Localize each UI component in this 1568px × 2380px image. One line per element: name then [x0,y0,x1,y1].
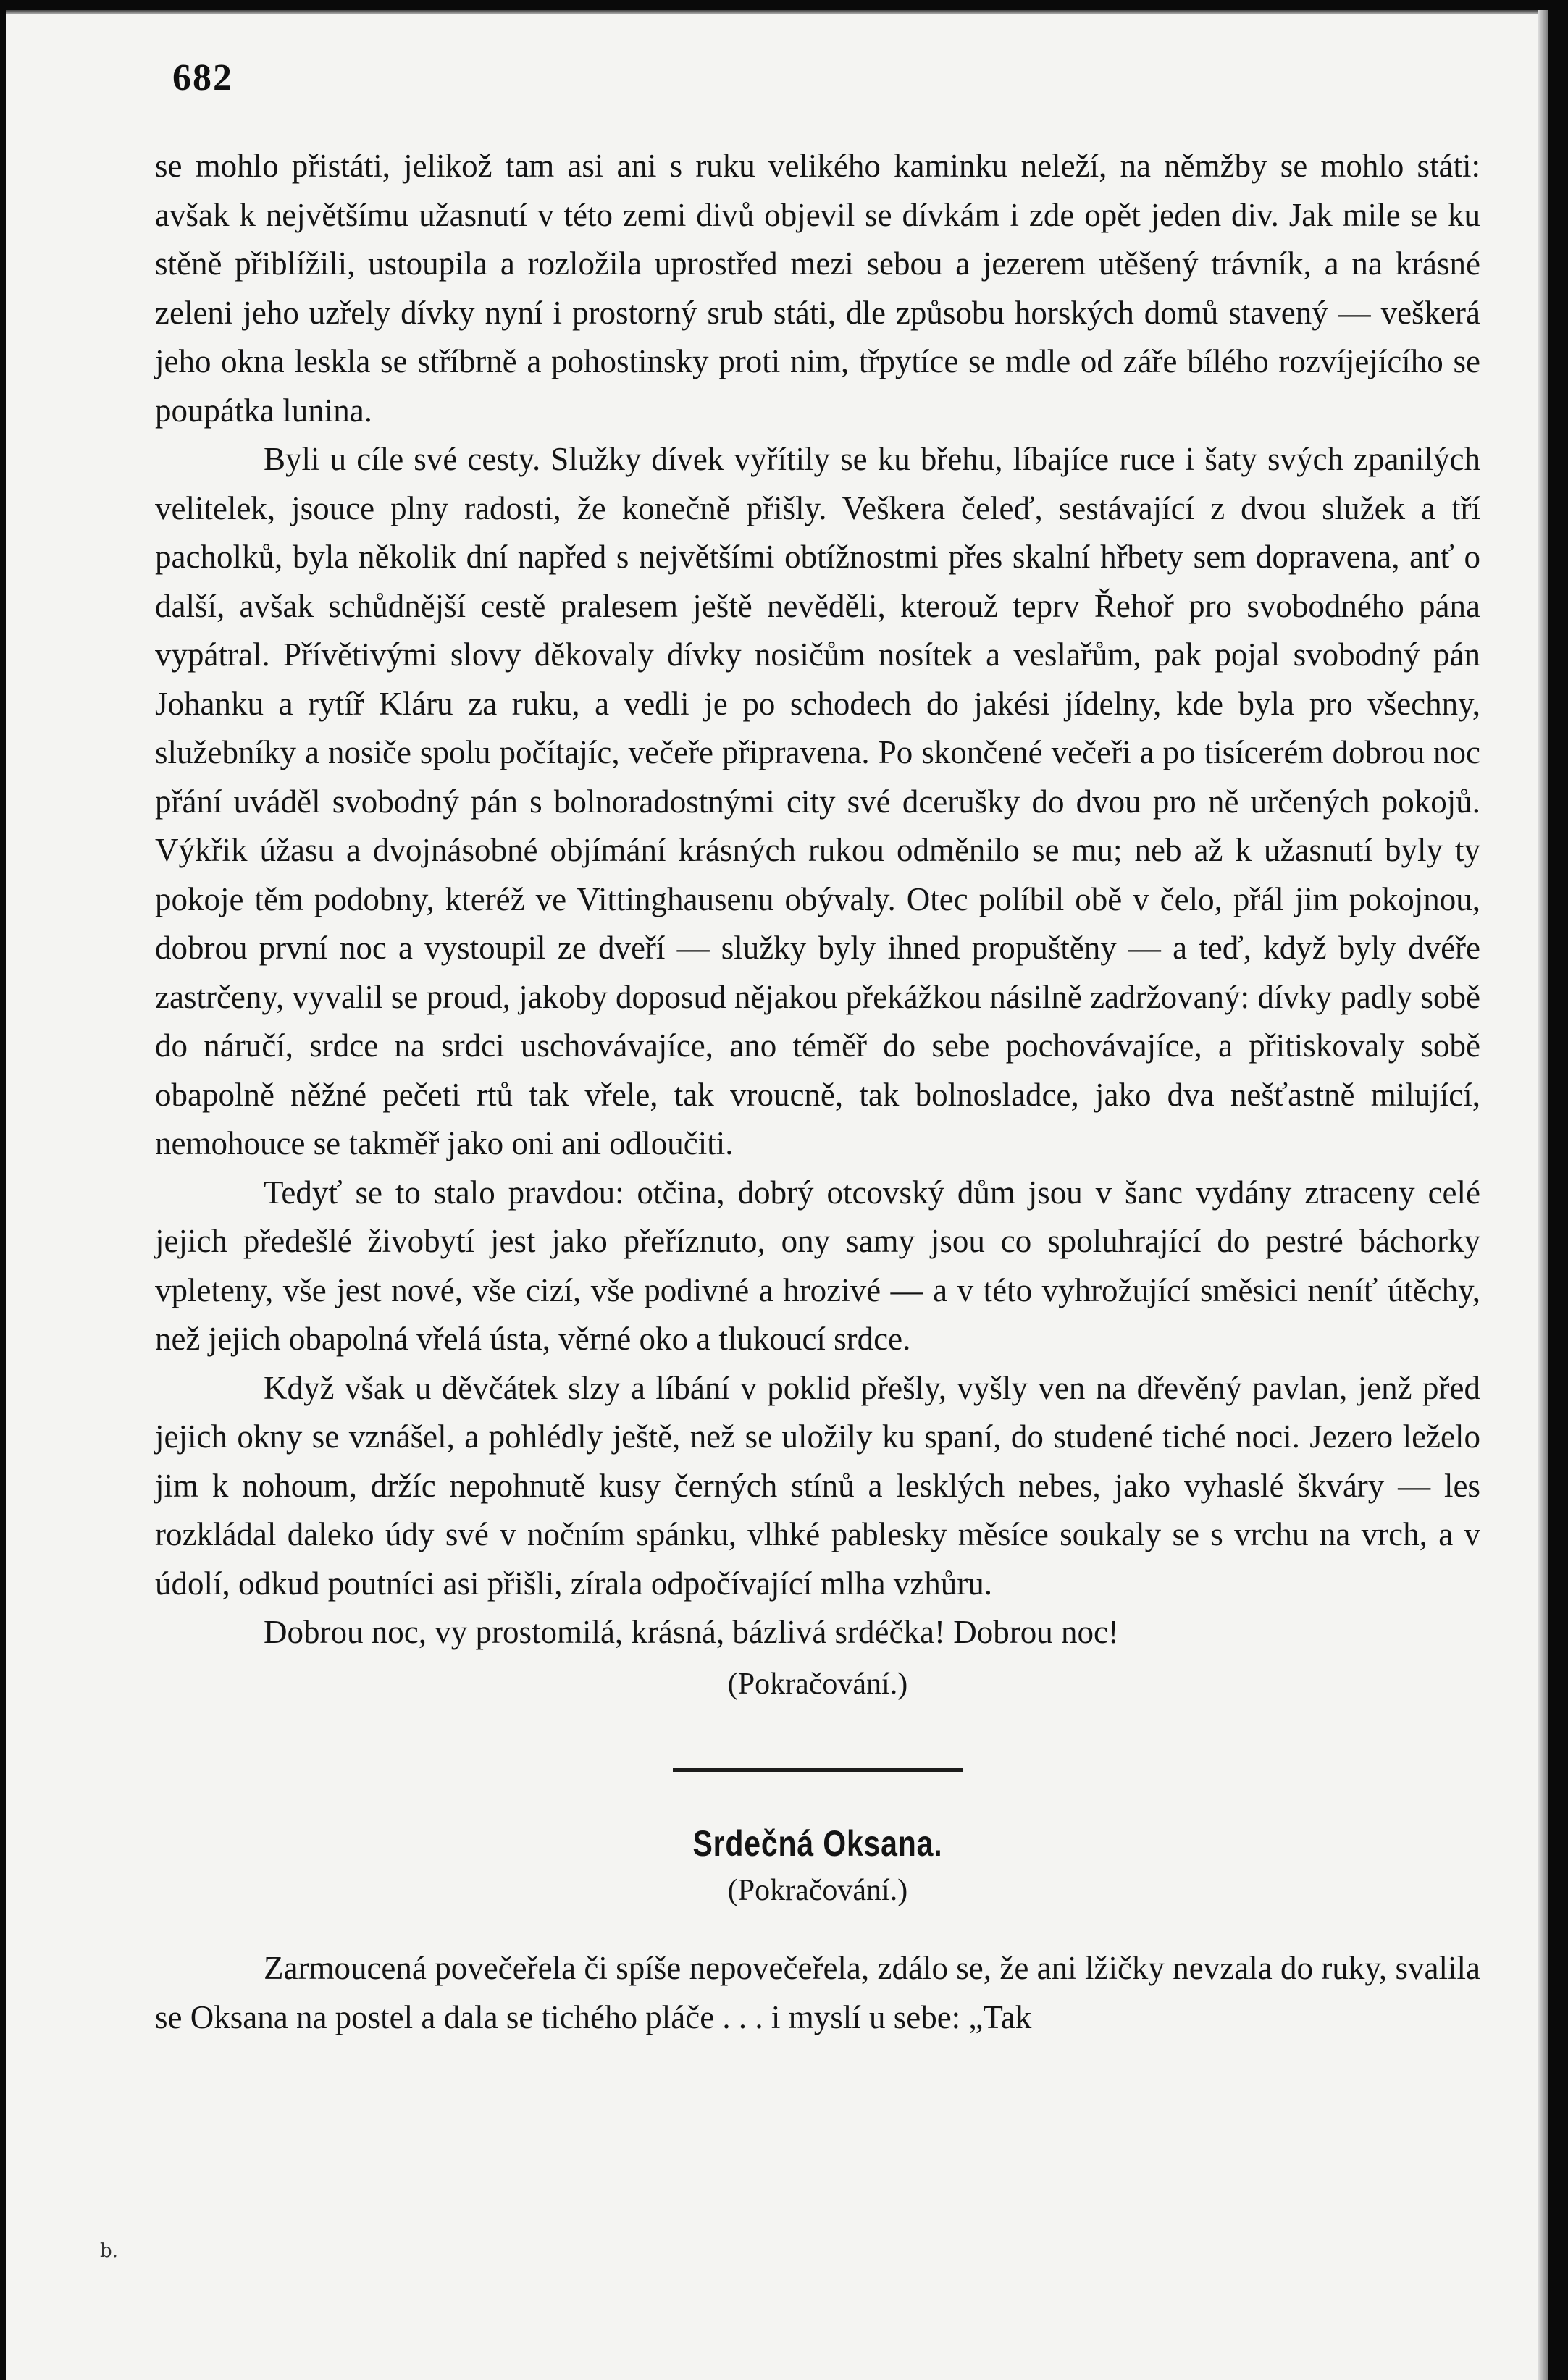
article-paragraph-4: Když však u děvčátek slzy a líbání v poklid přešly, vyšly ven na dřevěný pavlan, jenž před jejich okny se vznášel, a pohlédly ještě, než se uložily ku spaní, do studené tiché noci. Jezero leželo jim k nohoum, držíc nepohnutě kusy černých stínů a lesklých nebes, jako vyhaslé škváry — les rozkládal daleko údy své v nočním spánku, vlhké pablesky měsíce soukaly se s vrchu na vrch, a v údolí, odkud poutníci asi přišli, zírala odpočívající mlha vzhůru. [155,1369,1480,1602]
scan-top-edge [6,10,1548,14]
scanned-page [6,10,1548,2380]
next-article-title: Srdečná Oksana. [692,1823,943,1864]
article-paragraph-1: se mohlo přistáti, jelikož tam asi ani s ruku velikého kaminku neleží, na němžby se mohlo státi: avšak k největšímu užasnutí v této zemi divů objevil se dívkám i zde opět jeden div. Jak mile se ku stěně přiblížili, ustoupila a rozložila uprostřed mezi sebou a jezerem utěšený trávník, a na krásné zeleni jeho uzřely dívky nyní i prostorný srub státi, dle způsobu horských domů stavený — veškerá jeho okna leskla se stříbrně a pohostinsky proti nim, třpytíce se mdle od záře bílého rozvíjejícího se poupátka lunina. [155,148,1480,429]
margin-mark: b. [100,2240,118,2262]
article-paragraph-5: Dobrou noc, vy prostomilá, krásná, bázlivá srdéčka! Dobrou noc! [264,1614,1119,1650]
page-number: 682 [172,57,233,98]
article-paragraph-3: Tedyť se to stalo pravdou: otčina, dobrý otcovský dům jsou v šanc vydány ztraceny celé jejich předešlé živobytí jest jako přeříznuto, ony samy jsou co spoluhrající do pestré báchorky vpleteny, vše jest nové, vše cizí, vše podivné a hrozivé — a v této vyhrožující směsici neníť útěchy, než jejich obapolná vřelá ústa, věrné oko a tlukoucí srdce. [155,1174,1480,1357]
next-article-paragraph: Zarmoucená povečeřela či spíše nepovečeřela, zdálo se, že ani lžičky nevzala do ruky, svalila se Oksana na postel a dala se tichého pláče . . . i myslí u sebe: „Tak [155,1950,1480,2035]
scan-right-edge [1538,10,1548,2380]
continued-note: (Pokračování.) [727,1667,908,1701]
text-column [155,142,1480,2042]
article-paragraph-2: Byli u cíle své cesty. Služky dívek vyřítily se ku břehu, líbajíce ruce i šaty svých zpanilých velitelek, jsouce plny radosti, že konečně přišly. Veškera čeleď, sestávající z dvou služek a tří pacholků, byla několik dní napřed s největšími obtížnostmi přes skalní hřbety sem dopravena, anť o další, avšak schůdnější cestě pralesem ještě nevěděli, kterouž teprv Řehoř pro svobodného pána vypátral. Přívětivými slovy děkovaly dívky nosičům nosítek a veslařům, pak pojal svobodný pán Johanku a rytíř Kláru za ruku, a vedli je po schodech do jakési jídelny, kde byla pro všechny, služebníky a nosiče spolu počítajíc, večeře připravena. Po skončené večeři a po tisícerém dobrou noc přání uváděl svobodný pán s bolnoradostnými city své dcerušky do dvou pro ně určených pokojů. Výkřik úžasu a dvojnásobné objímání krásných rukou odměnilo se mu; neb až k užasnutí byly ty pokoje těm podobny, kteréž ve Vittinghausenu obývaly. Otec políbil obě v čelo, přál jim pokojnou, dobrou první noc a vystoupil ze dveří — služky byly ihned propuštěny — a teď, když byly dvéře zastrčeny, vyvalil se proud, jakoby doposud nějakou překážkou násilně zadržovaný: dívky padly sobě do náručí, srdce na srdci uschovávajíce, ano téměř do sebe pochovávajíce, a přitiskovaly sobě obapolně něžné pečeti rtů tak vřele, tak vroucně, tak bolnosladce, jako dva nešťastně milující, nemohouce se takměř jako oni ani odloučiti. [155,441,1480,1161]
next-article-subtitle: (Pokračování.) [727,1874,908,1907]
section-divider [673,1768,963,1772]
